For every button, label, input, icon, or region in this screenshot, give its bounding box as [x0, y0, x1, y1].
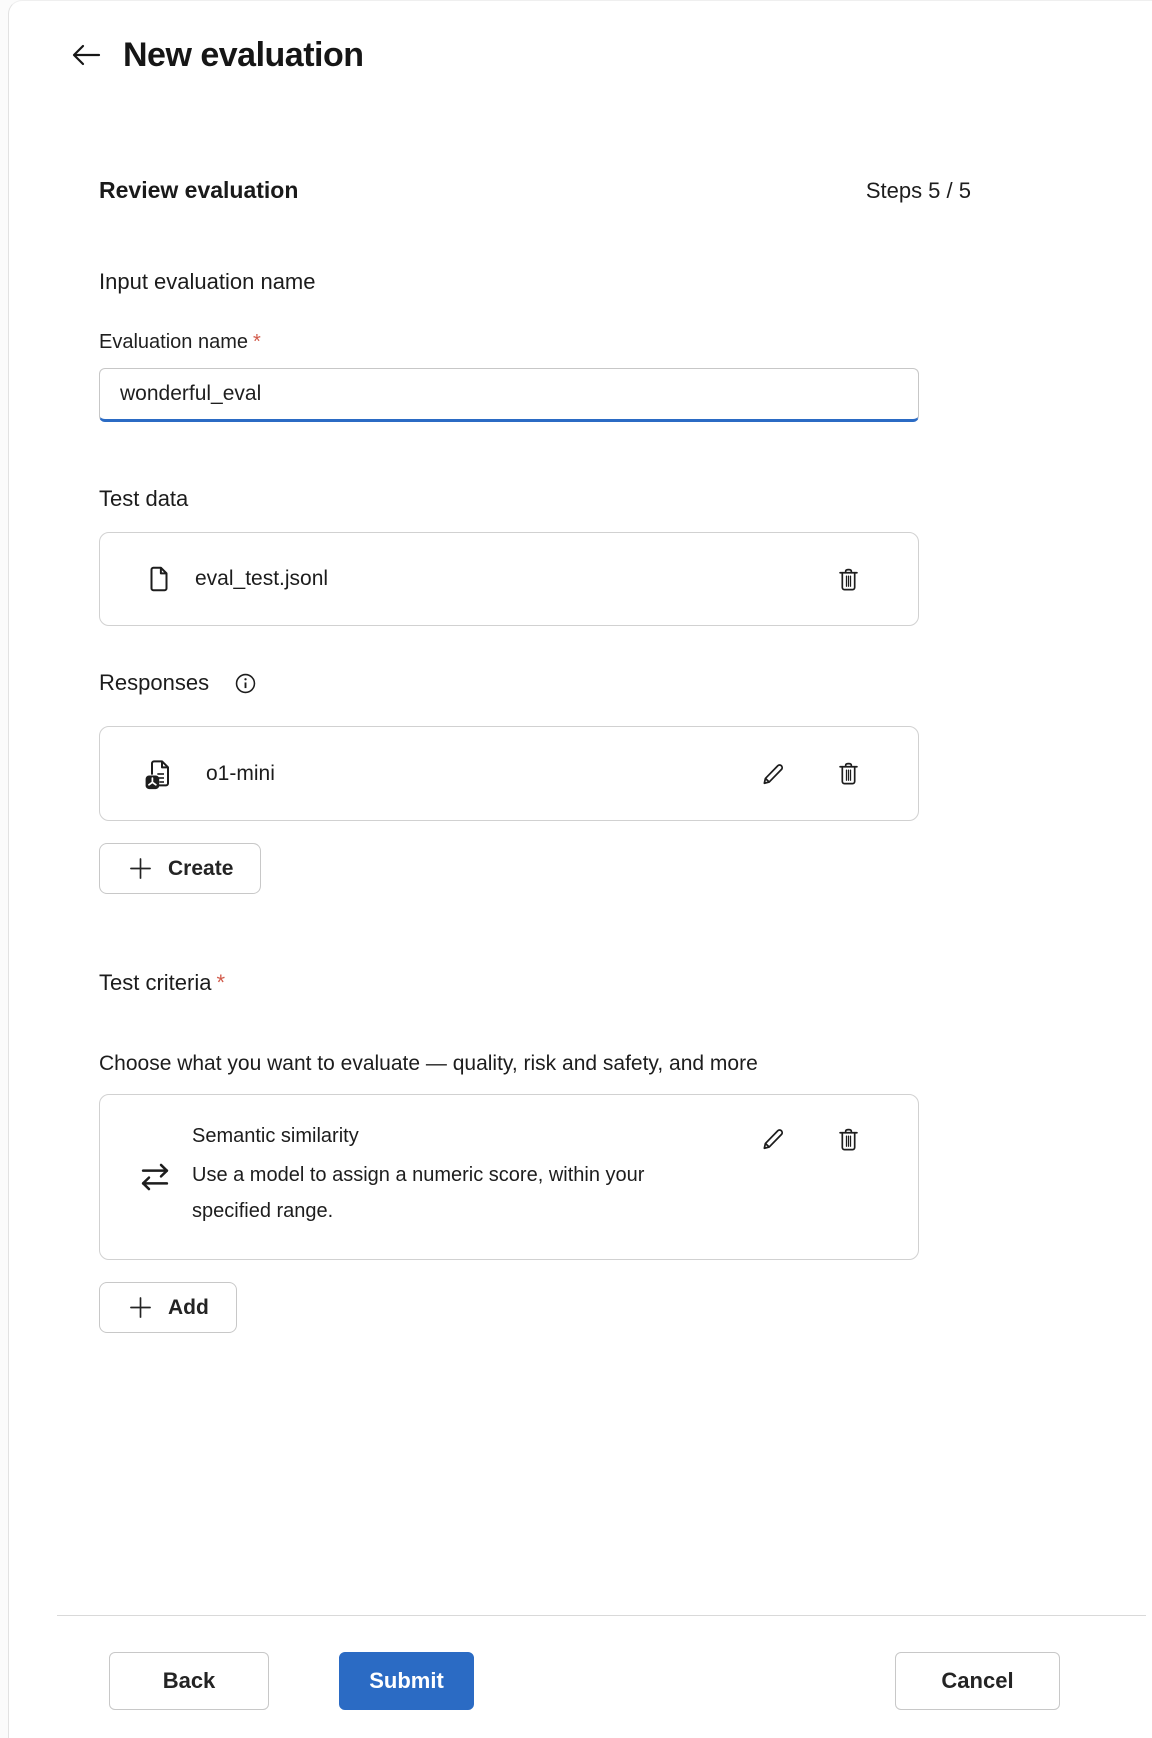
- test-data-card: [99, 532, 919, 626]
- required-asterisk: *: [216, 970, 226, 995]
- required-asterisk: *: [252, 331, 261, 353]
- criteria-description: Use a model to assign a numeric score, within your specified range.: [192, 1164, 645, 1222]
- step-title: Review evaluation: [99, 177, 299, 203]
- evaluation-name-label-text: Evaluation name: [99, 331, 248, 353]
- test-data-heading: Test data: [99, 486, 189, 511]
- arrow-left-icon: [69, 41, 103, 69]
- responses-heading: Responses: [99, 670, 210, 695]
- criteria-card: [99, 1094, 919, 1260]
- footer-actions: [9, 1652, 1152, 1710]
- add-button-label: Add: [168, 1295, 209, 1319]
- trash-icon: [835, 760, 862, 787]
- add-criteria-button[interactable]: [99, 1282, 237, 1333]
- plus-icon: [127, 855, 154, 882]
- steps-indicator: Steps 5 / 5: [865, 178, 971, 203]
- delete-criteria-button[interactable]: [835, 1125, 862, 1153]
- criteria-title: Semantic similarity: [192, 1125, 359, 1147]
- new-evaluation-page: [8, 0, 1152, 1738]
- model-document-icon: [144, 757, 176, 791]
- form-content: [99, 177, 971, 1333]
- input-name-heading: Input evaluation name: [99, 269, 316, 294]
- review-header-row: [99, 177, 971, 209]
- test-criteria-heading-text: Test criteria: [99, 970, 212, 995]
- trash-icon: [835, 566, 862, 593]
- evaluation-name-label: [99, 331, 971, 354]
- cancel-button[interactable]: Cancel: [895, 1652, 1060, 1710]
- page-title: New evaluation: [123, 35, 364, 74]
- evaluation-name-input[interactable]: [99, 368, 919, 422]
- response-model-card: [99, 726, 919, 821]
- delete-test-data-button[interactable]: [835, 566, 862, 593]
- create-button-label: Create: [168, 856, 234, 880]
- pencil-icon: [759, 1125, 787, 1153]
- responses-label-row: [99, 668, 971, 698]
- trash-icon: [835, 1126, 862, 1153]
- document-icon: [144, 564, 174, 594]
- info-icon[interactable]: [233, 671, 258, 696]
- test-criteria-subtitle: Choose what you want to evaluate — quality, risk and safety, and more: [99, 1052, 758, 1075]
- delete-response-button[interactable]: [835, 760, 862, 787]
- page-header: [9, 29, 1152, 81]
- plus-icon: [127, 1294, 154, 1321]
- test-criteria-heading: [99, 968, 971, 998]
- criteria-text-block: [192, 1125, 722, 1229]
- back-arrow-button[interactable]: [67, 39, 105, 71]
- swap-arrows-icon: [136, 1158, 174, 1196]
- submit-button[interactable]: Submit: [339, 1652, 474, 1710]
- create-response-button[interactable]: [99, 843, 261, 894]
- edit-criteria-button[interactable]: [759, 1125, 787, 1153]
- pencil-icon: [759, 760, 787, 788]
- test-data-file-name: eval_test.jsonl: [195, 567, 329, 590]
- back-button[interactable]: Back: [109, 1652, 269, 1710]
- edit-response-button[interactable]: [759, 760, 787, 788]
- response-model-name: o1-mini: [206, 761, 275, 785]
- footer-divider: [57, 1615, 1146, 1616]
